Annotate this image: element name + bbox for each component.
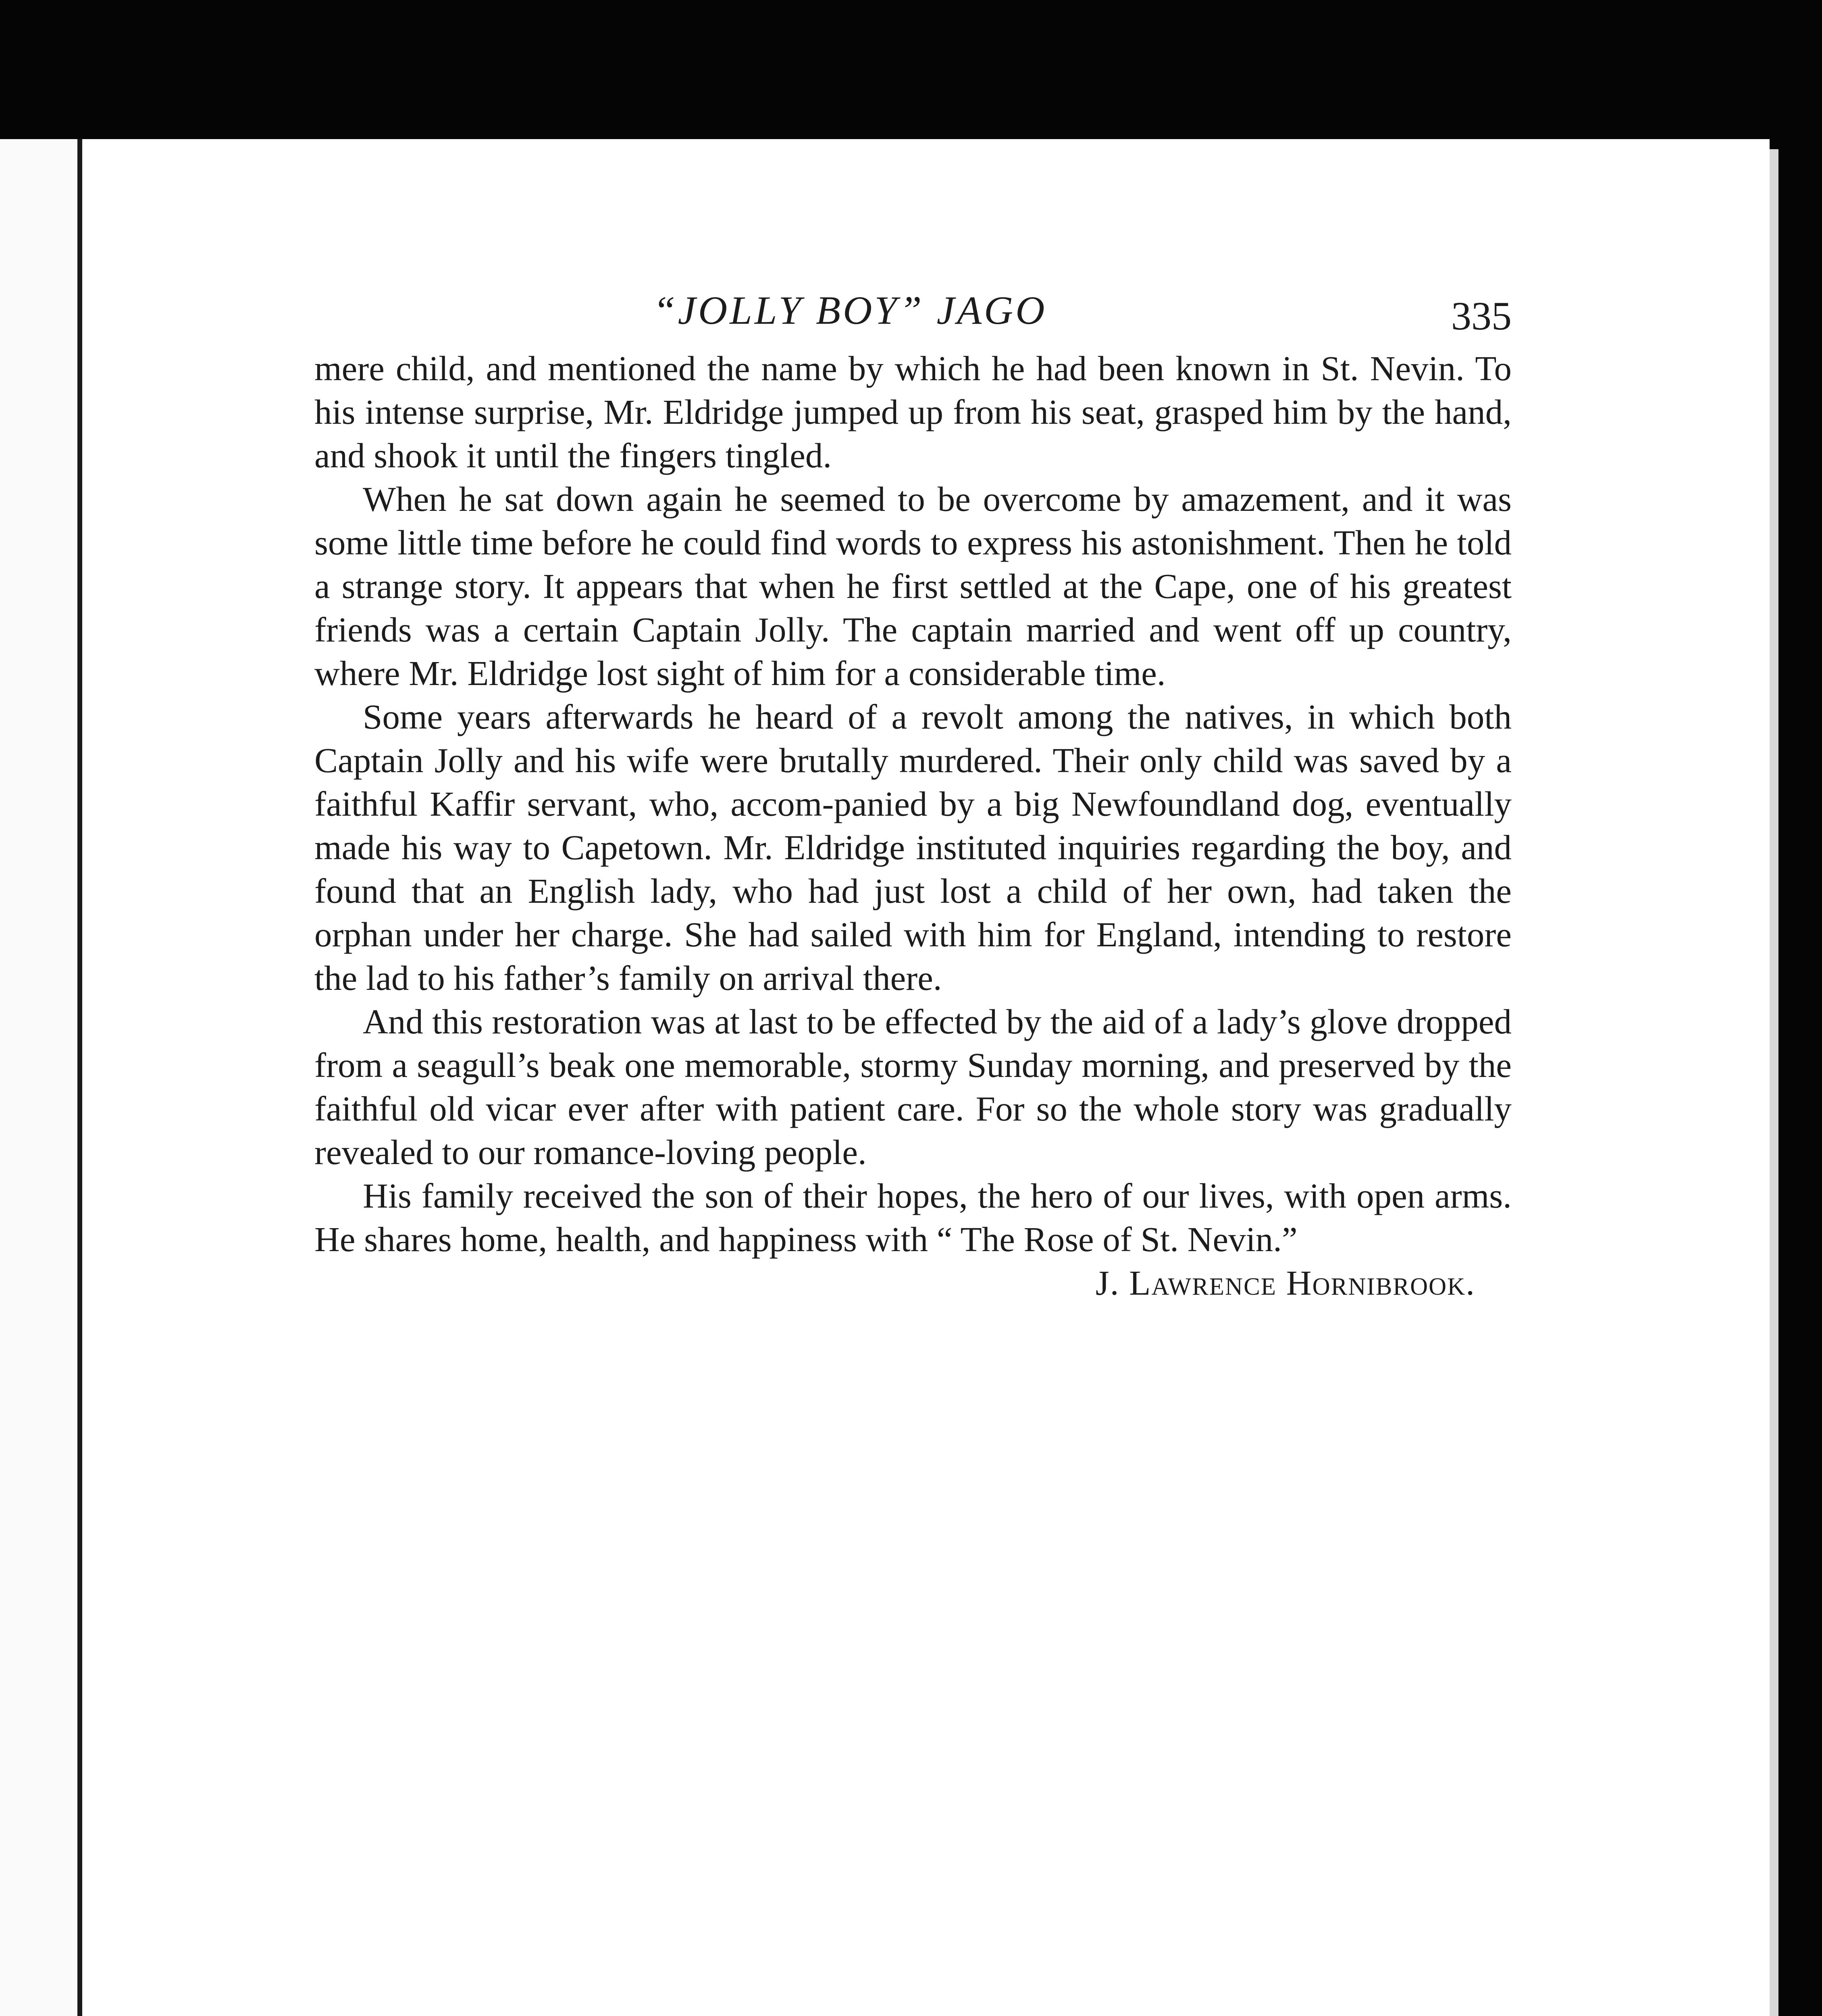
paragraph: His family received the son of their hopes, the hero of our lives, with open arms. He shares home, health, and happiness with “ The Rose of St. Nevin.” xyxy=(314,1176,1512,1259)
author-signature: J. Lawrence Hornibrook. xyxy=(1095,1263,1475,1302)
paragraph: Some years afterwards he heard of a revolt among the natives, in which both Captain Jolly and his wife were brutally murdered. Their only child was saved by a faithful Kaffir servant, who, accom-panied by a big Newfoundland dog, eventually made his way to Capetown. Mr. Eldridge instituted inquiries regarding the boy, and found that an English lady, who had just lost a child of her own, had taken the orphan under her charge. She had sailed with him for England, intending to restore the lad to his father’s family on arrival there. xyxy=(314,697,1512,998)
facing-page-edge xyxy=(0,139,82,2016)
running-title: “JOLLY BOY” JAGO xyxy=(653,288,1047,333)
paragraph: And this restoration was at last to be effected by the aid of a lady’s glove dropped from a seagull’s beak one memorable, stormy Sunday morning, and preserved by the faithful old vicar ever after with patient care. For so the whole story was gradually revealed to our romance-loving people. xyxy=(314,1002,1512,1172)
page-text-block xyxy=(314,286,1512,1305)
page-number: 335 xyxy=(1451,294,1512,338)
running-head xyxy=(314,286,1512,347)
paragraph: When he sat down again he seemed to be overcome by amazement, and it was some little time before he could find words to express his astonishment. Then he told a strange story. It appears that when he first settled at the Cape, one of his greatest friends was a certain Captain Jolly. The captain married and went off up country, where Mr. Eldridge lost sight of him for a considerable time. xyxy=(314,479,1512,693)
paragraph-continuation: mere child, and mentioned the name by which he had been known in St. Nevin. To his intense surprise, Mr. Eldridge jumped up from his seat, grasped him by the hand, and shook it until the fingers tingled. xyxy=(314,349,1512,475)
page-edge xyxy=(1770,149,1778,2016)
